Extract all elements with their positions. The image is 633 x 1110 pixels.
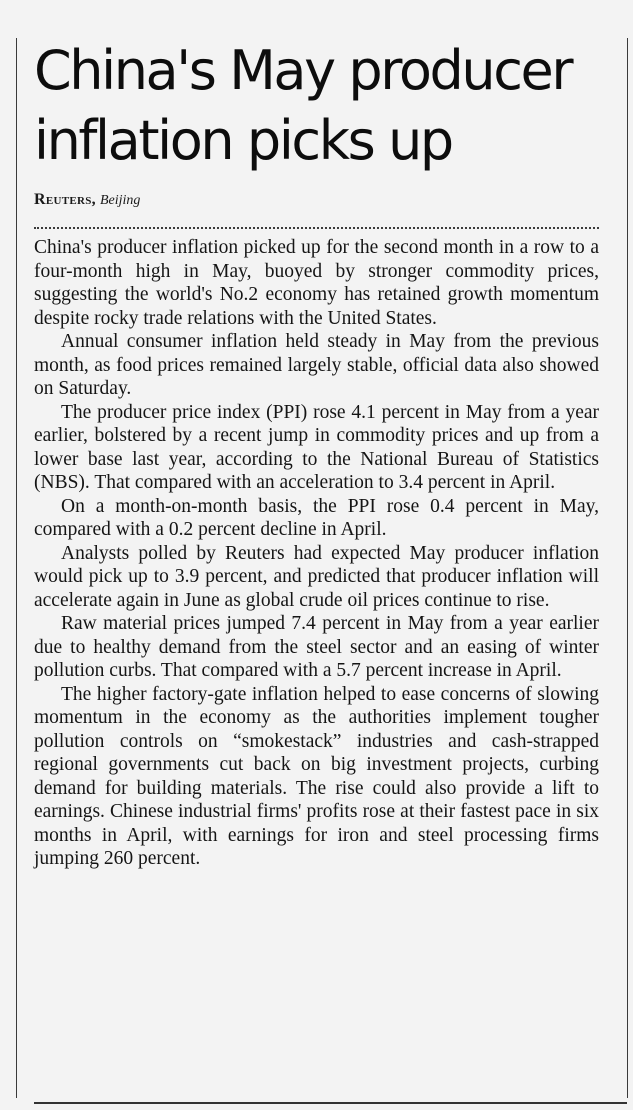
- byline-agency: Reuters,: [34, 191, 96, 208]
- paragraph-3: The producer price index (PPI) rose 4.1 percent in May from a year earlier, bolstered by a recent jump in commodity prices and up from a lower base last year, according to the National Bureau of Statistics (NBS). That compared with an acceleration to 3.4 percent in April.: [34, 401, 599, 493]
- paragraph-5: Analysts polled by Reuters had expected May producer inflation would pick up to 3.9 percent, and predicted that producer inflation will accelerate again in June as global crude oil prices continue to rise.: [34, 542, 599, 611]
- article-body: [34, 236, 599, 871]
- dotted-separator: [34, 227, 599, 229]
- byline-place: Beijing: [99, 193, 141, 208]
- paragraph-1: China's producer inflation picked up for the second month in a row to a four-month high in May, buoyed by stronger commodity prices, suggesting the world's No.2 economy has retained growth momentum despite rocky trade relations with the United States.: [34, 237, 599, 329]
- paragraph-2: Annual consumer inflation held steady in May from the previous month, as food prices remained largely stable, official data also showed on Saturday.: [34, 331, 599, 399]
- news-article: [34, 36, 599, 871]
- paragraph-7: The higher factory-gate inflation helped to ease concerns of slowing momentum in the economy as the authorities implement tougher pollution controls on “smokestack” industries and cash-strapped regional governments cut back on big investment projects, curbing demand for building materials. The rise could also provide a lift to earnings. Chinese industrial firms' profits rose at their fastest pace in six months in April, with earnings for iron and steel processing firms jumping 260 percent.: [34, 683, 599, 869]
- headline: China's May producer inflation picks up: [34, 39, 572, 172]
- column-rule-right: [627, 38, 628, 1098]
- paragraph-6: Raw material prices jumped 7.4 percent in May from a year earlier due to healthy demand from the steel sector and an easing of winter pollution curbs. That compared with a 5.7 percent increase in April.: [34, 613, 599, 681]
- byline: [34, 190, 599, 211]
- paragraph-4: On a month-on-month basis, the PPI rose 0.4 percent in May, compared with a 0.2 percent decline in April.: [34, 495, 599, 540]
- column-rule-bottom: [34, 1102, 627, 1104]
- column-rule-left: [16, 38, 17, 1098]
